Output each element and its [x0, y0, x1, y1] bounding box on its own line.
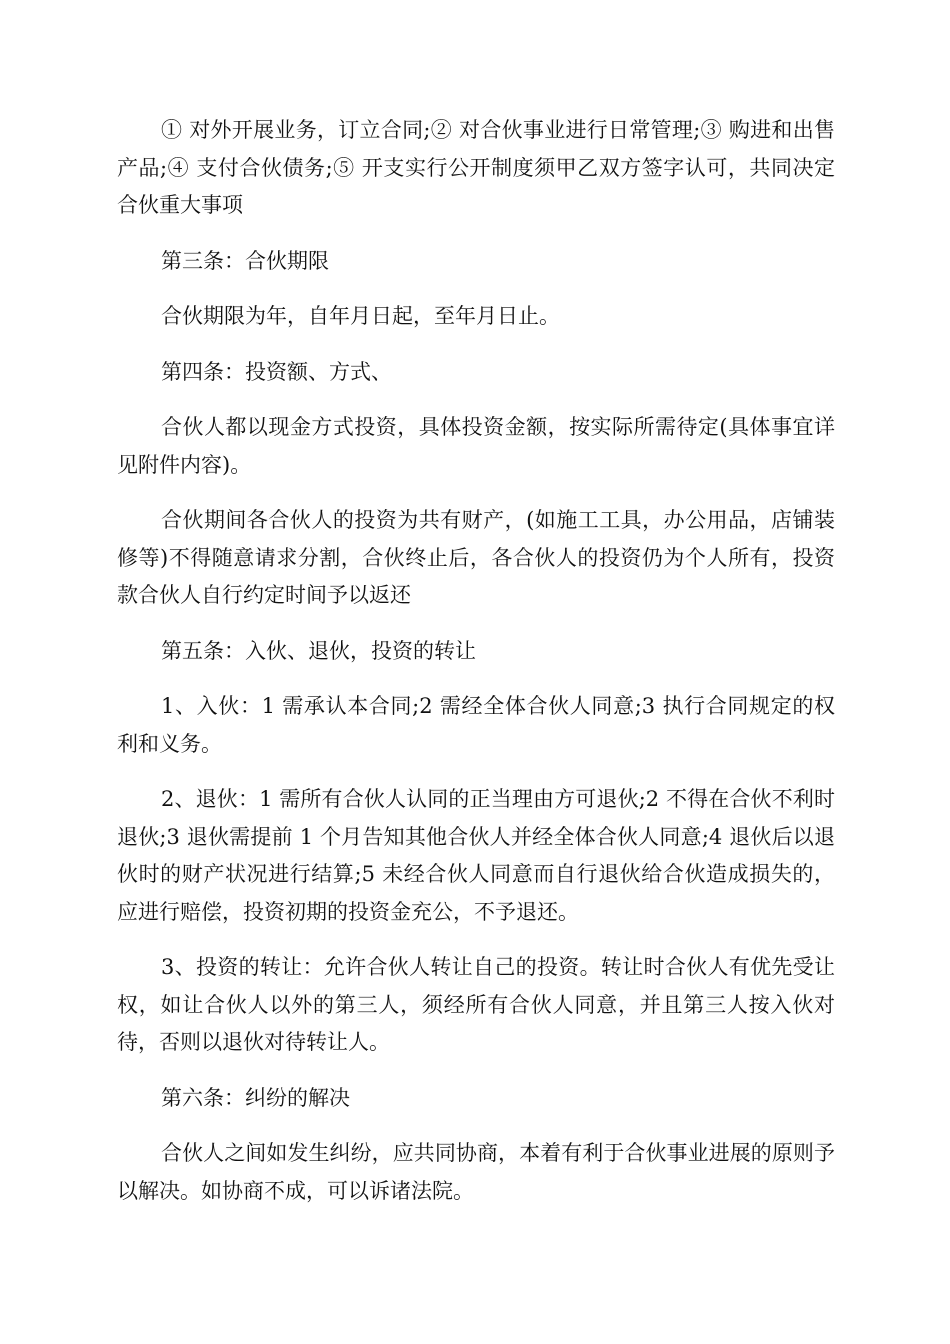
paragraph-dispute-resolution: 合伙人之间如发生纠纷，应共同协商，本着有利于合伙事业进展的原则予以解决。如协商不成，可以诉诸法院。	[117, 1141, 835, 1203]
paragraph-withdrawal: 2、退伙：1 需所有合伙人认同的正当理由方可退伙;2 不得在合伙不利时退伙;3 退伙需提前 1 个月告知其他合伙人并经全体合伙人同意;4 退伙后以退伙时的财产状况进行结算;5 未经合伙人同意而自行退伙给合伙造成损失的，应进行赔偿，投资初期的投资金充公，不予退还。	[117, 787, 835, 924]
article-6-heading: 第六条：纠纷的解决	[161, 1085, 350, 1110]
paragraph-partner-duties: ① 对外开展业务，订立合同;② 对合伙事业进行日常管理;③ 购进和出售产品;④ 支付合伙债务;⑤ 开支实行公开制度须甲乙双方签字认可，共同决定合伙重大事项	[117, 118, 835, 217]
paragraph-partnership-term: 合伙期限为年，自年月日起，至年月日止。	[161, 304, 560, 328]
article-3-heading: 第三条：合伙期限	[161, 248, 329, 273]
document-page	[117, 112, 835, 1228]
article-4-heading: 第四条：投资额、方式、	[161, 359, 392, 384]
paragraph-joining: 1、入伙：1 需承认本合同;2 需经全体合伙人同意;3 执行合同规定的权利和义务。	[117, 694, 835, 756]
paragraph-common-property: 合伙期间各合伙人的投资为共有财产，(如施工工具，办公用品，店铺装修等)不得随意请求分割，合伙终止后，各合伙人的投资仍为个人所有，投资款合伙人自行约定时间予以返还	[117, 508, 835, 607]
paragraph-investment-method: 合伙人都以现金方式投资，具体投资金额，按实际所需待定(具体事宜详见附件内容)。	[117, 415, 835, 477]
paragraph-investment-transfer: 3、投资的转让：允许合伙人转让自己的投资。转让时合伙人有优先受让权，如让合伙人以外的第三人，须经所有合伙人同意，并且第三人按入伙对待，否则以退伙对待转让人。	[117, 955, 835, 1054]
article-5-heading: 第五条：入伙、退伙，投资的转让	[161, 638, 476, 663]
